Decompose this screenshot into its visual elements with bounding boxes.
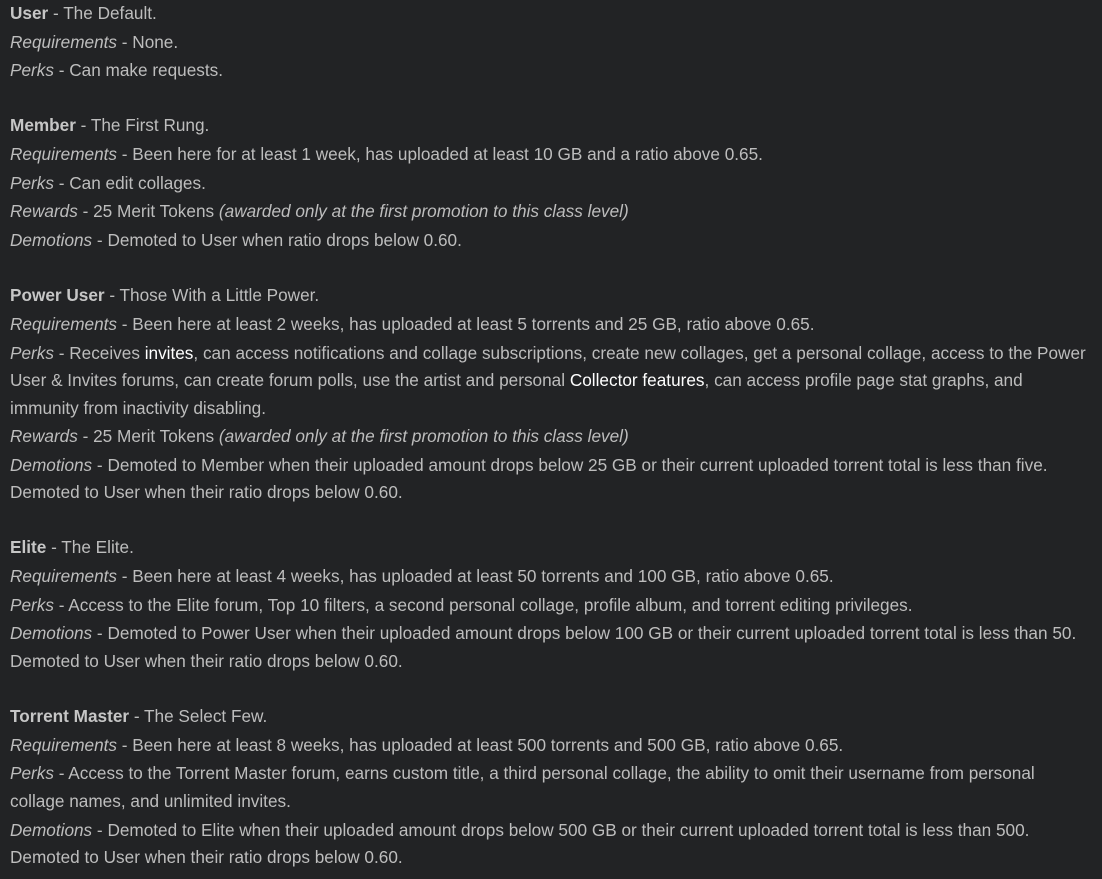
perks-text-post: , can access profile page stat graphs, and immunity from inactivity disabling.: [10, 370, 1023, 418]
separator: -: [53, 60, 70, 81]
rewards-note: (awarded only at the first promotion to this class level): [218, 201, 629, 222]
class-tagline: The Elite.: [61, 537, 134, 558]
demotions-text: Demoted to User when ratio drops below 0.60.: [107, 230, 462, 251]
perks-line: [10, 57, 1092, 85]
perks-text: Access to the Torrent Master forum, earns custom title, a third personal collage, the ability to omit their username from personal collage names, and unlimited invites.: [10, 763, 1035, 811]
perks-text: Access to the Elite forum, Top 10 filters, a second personal collage, profile album, and torrent editing privileges.: [68, 594, 913, 615]
separator: -: [104, 285, 120, 306]
perks-text: Can edit collages.: [69, 172, 206, 193]
class-name: User: [10, 3, 49, 23]
requirements-text: Been here at least 2 weeks, has uploaded at least 5 torrents and 25 GB, ratio above 0.65.: [132, 313, 815, 334]
rewards-label: Rewards: [10, 201, 78, 222]
separator: -: [75, 115, 91, 136]
separator: -: [48, 3, 64, 23]
requirements-line: [10, 311, 1092, 339]
separator: -: [46, 537, 62, 558]
requirements-line: [10, 29, 1092, 57]
separator: -: [77, 426, 94, 447]
requirements-line: [10, 141, 1092, 169]
perks-line: [10, 170, 1092, 198]
class-tagline: The Default.: [63, 3, 157, 23]
separator: -: [117, 734, 133, 755]
class-header: [10, 534, 1092, 562]
class-name: Member: [10, 115, 76, 136]
rewards-text: 25 Merit Tokens: [93, 201, 215, 222]
demotions-line: [10, 452, 1092, 507]
demotions-text: Demoted to Member when their uploaded amount drops below 25 GB or their current uploaded torrent total is less than five. Demoted to User when their ratio drops below 0.60.: [10, 454, 1048, 503]
perks-label: Perks: [10, 172, 54, 193]
class-header: [10, 703, 1092, 731]
class-power-user: [10, 282, 1092, 507]
perks-text: Can make requests.: [69, 60, 224, 81]
rewards-note: (awarded only at the first promotion to this class level): [218, 426, 629, 447]
requirements-text: None.: [132, 31, 179, 52]
requirements-text: Been here at least 8 weeks, has uploaded at least 500 torrents and 500 GB, ratio above 0.65.: [132, 734, 844, 755]
separator: -: [117, 313, 133, 334]
rewards-text: 25 Merit Tokens: [93, 426, 215, 447]
class-header: [10, 0, 1092, 28]
class-torrent-master: [10, 703, 1092, 872]
rewards-line: [10, 423, 1092, 451]
perks-label: Perks: [10, 763, 54, 784]
requirements-text: Been here at least 4 weeks, has uploaded at least 50 torrents and 100 GB, ratio above 0.65.: [132, 566, 834, 587]
class-tagline: Those With a Little Power.: [119, 285, 320, 306]
demotions-label: Demotions: [10, 623, 93, 644]
perks-label: Perks: [10, 594, 54, 615]
separator: -: [92, 623, 108, 644]
rewards-label: Rewards: [10, 426, 78, 447]
perks-line: [10, 592, 1092, 620]
demotions-label: Demotions: [10, 230, 93, 251]
rewards-line: [10, 198, 1092, 226]
requirements-text: Been here for at least 1 week, has uploaded at least 10 GB and a ratio above 0.65.: [132, 144, 763, 165]
separator: -: [117, 144, 133, 165]
perks-text-mid: , can access notifications and collage subscriptions, create new collages, get a personal collage, access to the Power User & Invites forums, can create forum polls, use the artist and personal: [10, 342, 1086, 390]
requirements-line: [10, 732, 1092, 760]
demotions-text: Demoted to Elite when their uploaded amount drops below 500 GB or their current uploaded torrent total is less than 500. Demoted to User when their ratio drops below 0.60.: [10, 819, 1030, 867]
separator: -: [117, 31, 133, 52]
separator: -: [92, 454, 108, 475]
perks-label: Perks: [10, 342, 54, 363]
demotions-text: Demoted to Power User when their uploaded amount drops below 100 GB or their current uploaded torrent total is less than 50. Demoted to User when their ratio drops below 0.60.: [10, 623, 1077, 671]
demotions-label: Demotions: [10, 819, 93, 840]
class-elite: [10, 534, 1092, 675]
separator: -: [53, 172, 70, 193]
separator: -: [117, 566, 133, 587]
class-tagline: The Select Few.: [144, 705, 268, 726]
class-name: Torrent Master: [10, 705, 130, 726]
separator: -: [53, 763, 69, 784]
demotions-line: [10, 817, 1092, 872]
demotions-line: [10, 620, 1092, 675]
class-tagline: The First Rung.: [90, 115, 210, 136]
demotions-label: Demotions: [10, 454, 93, 475]
class-name: Elite: [10, 537, 47, 558]
requirements-label: Requirements: [10, 734, 117, 755]
class-user: [10, 0, 1092, 85]
separator: -: [129, 705, 145, 726]
perks-line: [10, 340, 1092, 423]
requirements-label: Requirements: [10, 31, 117, 52]
class-header: [10, 282, 1092, 310]
requirements-line: [10, 563, 1092, 591]
separator: -: [53, 594, 69, 615]
perks-line: [10, 760, 1092, 815]
collector-features-link[interactable]: Collector features: [569, 370, 705, 390]
class-member: [10, 112, 1092, 254]
separator: -: [53, 342, 70, 363]
invites-link[interactable]: invites: [144, 342, 194, 363]
perks-text-pre: Receives: [69, 342, 145, 363]
requirements-label: Requirements: [10, 144, 117, 165]
perks-label: Perks: [10, 60, 54, 81]
requirements-label: Requirements: [10, 566, 117, 587]
class-header: [10, 112, 1092, 140]
separator: -: [92, 230, 108, 251]
requirements-label: Requirements: [10, 313, 117, 334]
separator: -: [77, 201, 94, 222]
class-name: Power User: [10, 285, 105, 306]
demotions-line: [10, 227, 1092, 255]
separator: -: [92, 819, 108, 840]
